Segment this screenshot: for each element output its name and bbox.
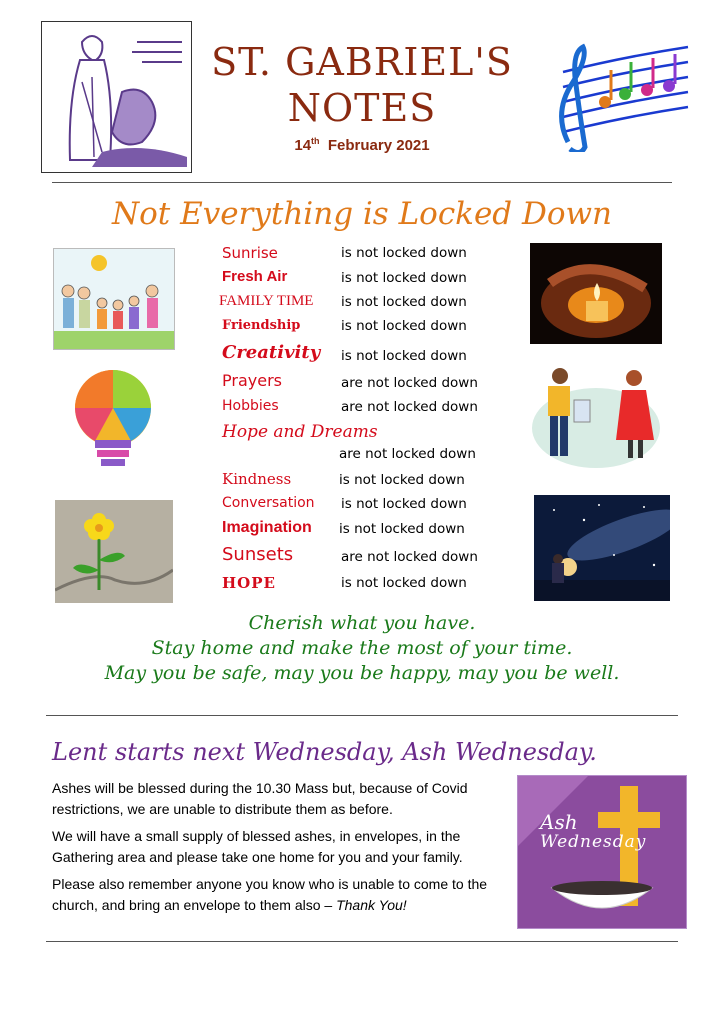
section-heading-lent: Lent starts next Wednesday, Ash Wednesday.: [52, 738, 597, 766]
list-item-label: Friendship: [222, 318, 301, 333]
date-day: 14: [294, 137, 312, 154]
list-item-label: Sunsets: [222, 544, 294, 565]
paragraph-remember-others: [52, 874, 502, 916]
list-item-suffix: are not locked down: [341, 399, 478, 415]
list-item-label: Hobbies: [222, 398, 279, 414]
list-item-suffix: is not locked down: [341, 496, 467, 512]
list-item-label: Creativity: [222, 342, 321, 363]
list-item-label: Hope and Dreams: [222, 422, 378, 442]
divider-bottom: [46, 941, 678, 942]
list-item-label: HOPE: [222, 574, 276, 592]
list-item-label: Kindness: [222, 470, 292, 488]
family-picture: [53, 248, 175, 350]
paragraph-ashes-supply: We will have a small supply of blessed ashes, in envelopes, in the Gathering area and please take one home for you and your family.: [52, 828, 463, 865]
list-item-label: Conversation: [222, 495, 315, 511]
list-item-suffix: are not locked down: [339, 446, 476, 462]
list-item-suffix: are not locked down: [341, 549, 478, 565]
date-month-year: February 2021: [327, 137, 430, 154]
list-item-suffix: is not locked down: [341, 318, 467, 334]
closing-line: Cherish what you have.: [248, 612, 476, 634]
flower-in-crack-picture: [55, 500, 173, 603]
section-heading-locked-down: Not Everything is Locked Down: [111, 196, 613, 232]
thank-you-text: Thank You!: [336, 897, 407, 913]
list-item-suffix: is not locked down: [341, 270, 467, 286]
music-notes-illustration: [543, 42, 695, 152]
list-item-label: Imagination: [222, 519, 312, 536]
list-item-suffix: is not locked down: [339, 521, 465, 537]
list-item-label: Prayers: [222, 371, 282, 390]
list-item-label: FAMILY TIME: [219, 293, 314, 309]
ash-image-text-line1: Ash: [540, 810, 578, 834]
grocery-delivery-picture: [530, 358, 662, 472]
ash-wednesday-picture: [517, 775, 687, 929]
closing-line: May you be safe, may you be happy, may you be well.: [104, 662, 620, 684]
list-item-suffix: is not locked down: [339, 472, 465, 488]
divider-top: [52, 182, 672, 183]
divider-middle: [46, 715, 678, 716]
list-item-label: Fresh Air: [222, 268, 288, 285]
date-ordinal-suffix: th: [311, 136, 320, 146]
list-item-suffix: is not locked down: [341, 294, 467, 310]
candle-picture: [530, 243, 662, 344]
closing-line: Stay home and make the most of your time.: [151, 637, 573, 659]
list-item-label: Sunrise: [222, 244, 278, 262]
list-item-suffix: is not locked down: [341, 348, 467, 364]
newsletter-title-line1: ST. GABRIEL'S: [211, 40, 513, 84]
paragraph-ashes-blessed: Ashes will be blessed during the 10.30 Mass but, because of Covid restrictions, we are unable to distribute them as before.: [52, 780, 468, 817]
newsletter-title-line2: NOTES: [287, 86, 437, 130]
list-item-suffix: is not locked down: [341, 575, 467, 591]
ash-image-text-line2: Wednesday: [540, 832, 647, 852]
starry-night-picture: [534, 495, 670, 601]
list-item-suffix: are not locked down: [341, 375, 478, 391]
paragraph-remember-text: Please also remember anyone you know who is unable to come to the church, and bring an envelope to them also –: [52, 876, 488, 913]
lightbulb-picture: [63, 366, 163, 474]
list-item-suffix: is not locked down: [341, 245, 467, 261]
